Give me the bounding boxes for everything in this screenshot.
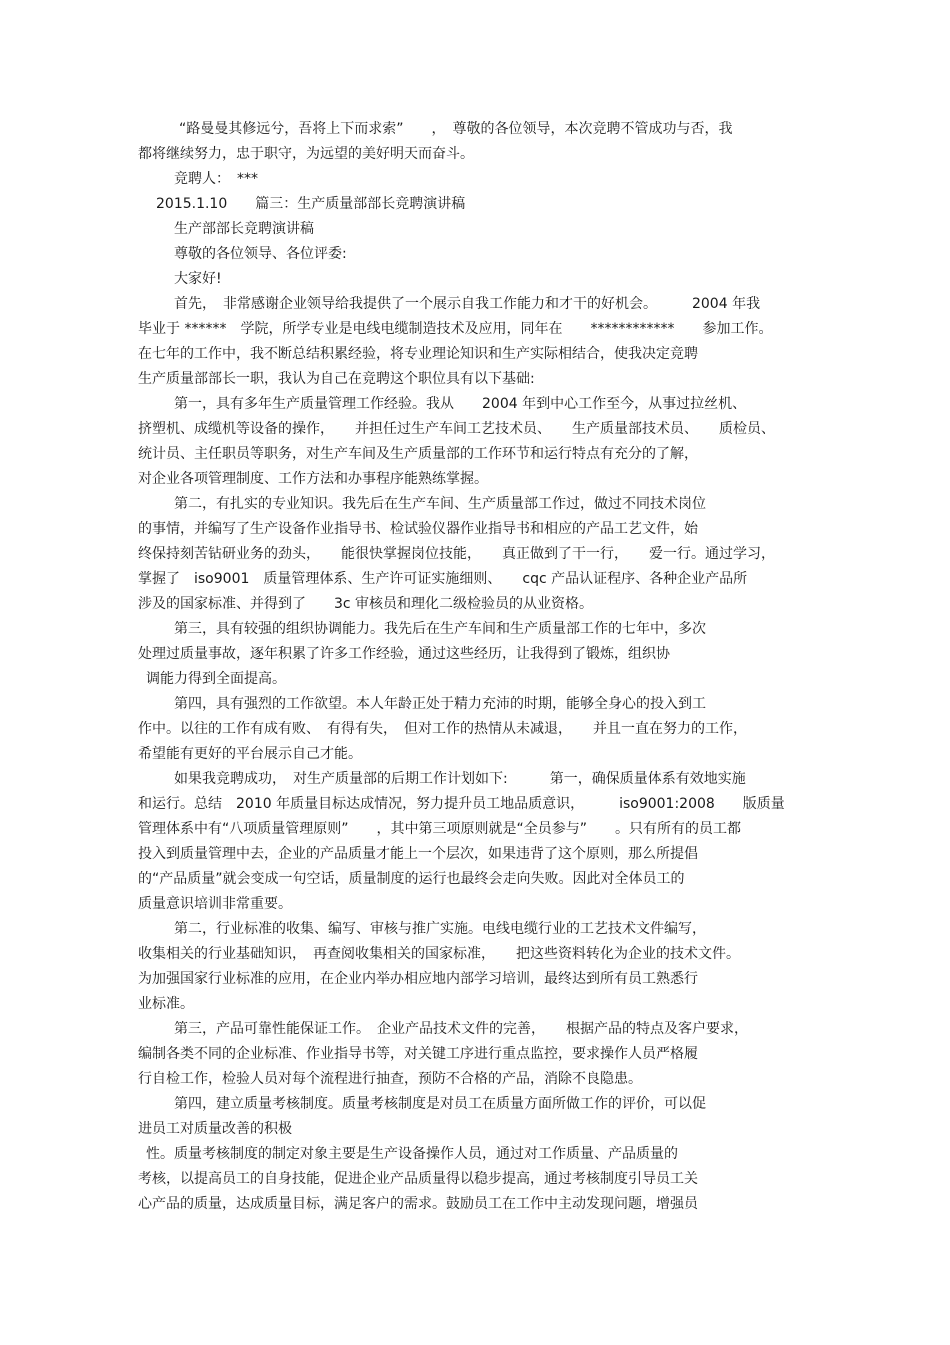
text-line: 终保持刻苦钻研业务的劲头， 能很快掌握岗位技能， 真正做到了干一行， 爱一行。通过学习， [138, 546, 775, 562]
text-line: 生产部部长竞聘演讲稿 [174, 221, 314, 237]
text-line: 统计员、主任职员等职务，对生产车间及生产质量部的工作环节和运行特点有充分的了解， [138, 446, 698, 462]
text-line: 管理体系中有“八项质量管理原则” ，其中第三项原则就是“全员参与” 。只有所有的员工都 [138, 821, 742, 837]
text-line: 的“产品质量”就会变成一句空话，质量制度的运行也最终会走向失败。因此对全体员工的 [138, 871, 685, 887]
text-line: 尊敬的各位领导、各位评委: [174, 246, 347, 262]
text-line: 在七年的工作中，我不断总结积累经验，将专业理论知识和生产实际相结合，使我决定竞聘 [138, 346, 698, 362]
text-line: 处理过质量事故，逐年积累了许多工作经验，通过这些经历，让我得到了锻炼，组织协 [138, 646, 670, 662]
text-line: 对企业各项管理制度、工作方法和办事程序能熟练掌握。 [138, 471, 488, 487]
text-line: 第三，产品可靠性能保证工作。 企业产品技术文件的完善， 根据产品的特点及客户要求， [174, 1021, 748, 1037]
text-line: 掌握了 iso9001 质量管理体系、生产许可证实施细则、 cqc 产品认证程序、各种企业产品所 [138, 571, 748, 587]
text-line: “路曼曼其修远兮，吾将上下而求索” ， 尊敬的各位领导，本次竞聘不管成功与否，我 [179, 121, 733, 137]
text-line: 如果我竞聘成功， 对生产质量部的后期工作计划如下: 第一，确保质量体系有效地实施 [174, 771, 746, 787]
text-line: 编制各类不同的企业标准、作业指导书等，对关键工序进行重点监控，要求操作人员严格履 [138, 1046, 698, 1062]
text-line: 第三，具有较强的组织协调能力。我先后在生产车间和生产质量部工作的七年中，多次 [174, 621, 706, 637]
text-line: 希望能有更好的平台展示自己才能。 [138, 746, 362, 762]
text-line: 生产质量部部长一职，我认为自己在竞聘这个职位具有以下基础: [138, 371, 535, 387]
text-line: 涉及的国家标准、并得到了 3c 审核员和理化二级检验员的从业资格。 [138, 596, 594, 612]
text-line: 第二，有扎实的专业知识。我先后在生产车间、生产质量部工作过，做过不同技术岗位 [174, 496, 706, 512]
text-line: 质量意识培训非常重要。 [138, 896, 292, 912]
text-line: 投入到质量管理中去，企业的产品质量才能上一个层次，如果违背了这个原则，那么所提倡 [138, 846, 698, 862]
text-line: 毕业于 ****** 学院，所学专业是电线电缆制造技术及应用，同年在 ************ 参加工作。 [138, 321, 773, 337]
text-line: 的事情，并编写了生产设备作业指导书、检试验仪器作业指导书和相应的产品工艺文件，始 [138, 521, 698, 537]
text-line: 第一，具有多年生产质量管理工作经验。我从 2004 年到中心工作至今，从事过拉丝机、 [174, 396, 747, 412]
text-line: 进员工对质量改善的积极 [138, 1121, 292, 1137]
text-line: 首先， 非常感谢企业领导给我提供了一个展示自我工作能力和才干的好机会。 2004 年我 [174, 296, 761, 312]
text-line: 业标准。 [138, 996, 194, 1012]
text-line: 和运行。总结 2010 年质量目标达成情况，努力提升员工地品质意识， iso9001:2008 版质量 [138, 796, 785, 812]
text-line: 2015.1.10 篇三：生产质量部部长竞聘演讲稿 [156, 196, 466, 212]
text-line: 第二，行业标准的收集、编写、审核与推广实施。电线电缆行业的工艺技术文件编写， [174, 921, 706, 937]
text-line: 第四，建立质量考核制度。质量考核制度是对员工在质量方面所做工作的评价，可以促 [174, 1096, 706, 1112]
text-line: 作中。以往的工作有成有败、 有得有失， 但对工作的热情从未减退， 并且一直在努力的工作， [138, 721, 747, 737]
text-line: 收集相关的行业基础知识， 再查阅收集相关的国家标准， 把这些资料转化为企业的技术文件。 [138, 946, 740, 962]
text-line: 大家好! [174, 271, 222, 287]
text-line: 竞聘人： *** [174, 171, 258, 187]
text-line: 为加强国家行业标准的应用，在企业内举办相应地内部学习培训，最终达到所有员工熟悉行 [138, 971, 698, 987]
text-line: 行自检工作，检验人员对每个流程进行抽查，预防不合格的产品，消除不良隐患。 [138, 1071, 642, 1087]
text-line: 考核，以提高员工的自身技能，促进企业产品质量得以稳步提高，通过考核制度引导员工关 [138, 1171, 698, 1187]
text-line: 调能力得到全面提高。 [146, 671, 286, 687]
text-line: 都将继续努力，忠于职守，为远望的美好明天而奋斗。 [138, 146, 474, 162]
text-line: 心产品的质量，达成质量目标，满足客户的需求。鼓励员工在工作中主动发现问题，增强员 [138, 1196, 698, 1212]
text-line: 第四，具有强烈的工作欲望。本人年龄正处于精力充沛的时期，能够全身心的投入到工 [174, 696, 706, 712]
text-line: 挤塑机、成缆机等设备的操作， 并担任过生产车间工艺技术员、 生产质量部技术员、 质检员、 [138, 421, 775, 437]
text-line: 性。质量考核制度的制定对象主要是生产设备操作人员，通过对工作质量、产品质量的 [146, 1146, 678, 1162]
